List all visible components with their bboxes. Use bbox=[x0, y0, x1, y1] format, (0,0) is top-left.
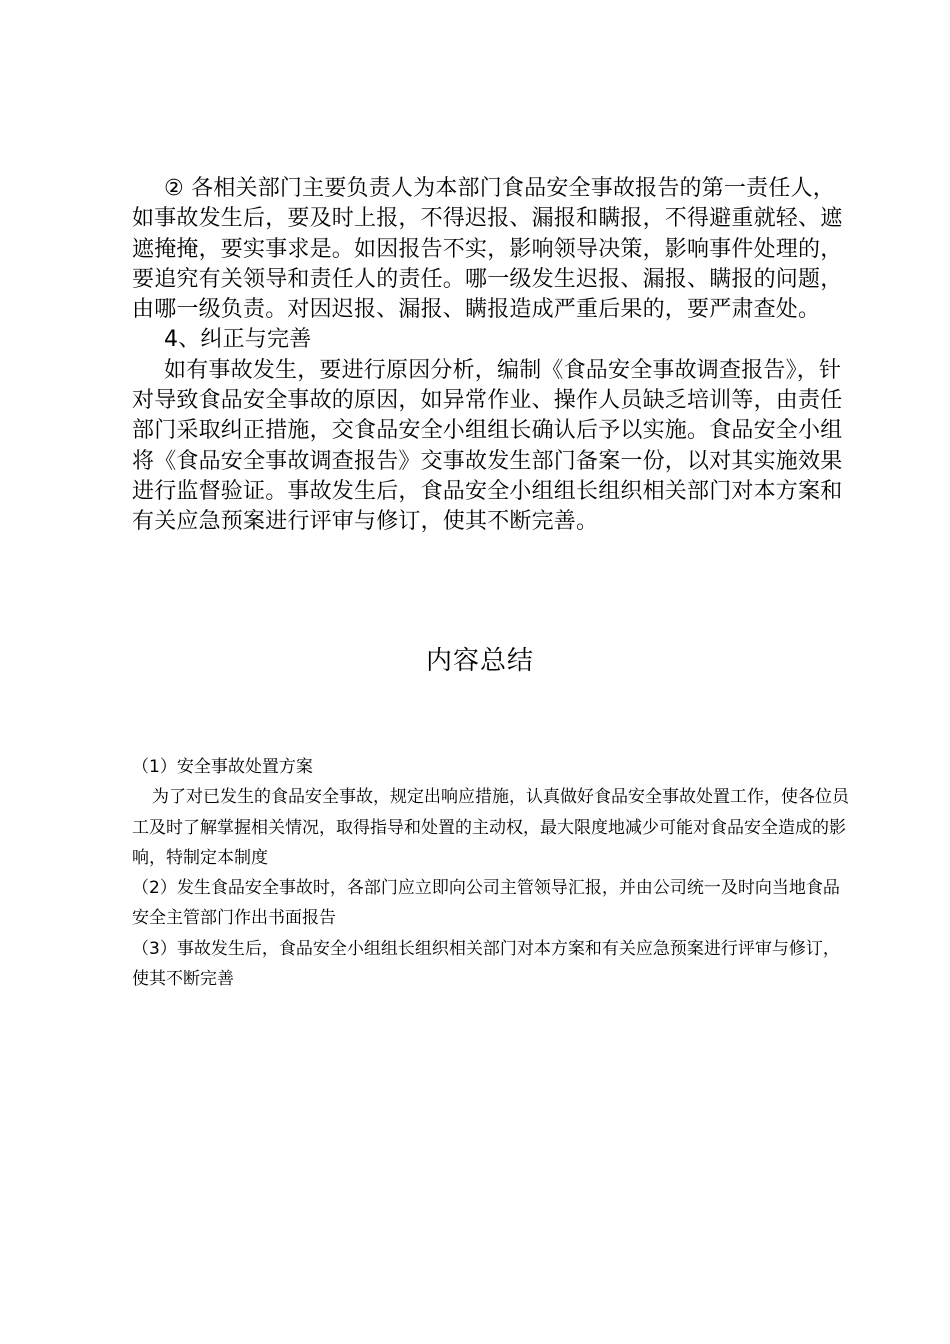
paragraph-reporting-responsibility: ② 各相关部门主要负责人为本部门食品安全事故报告的第一责任人，如事故发生后，要及时上报，不得迟报、漏报和瞒报，不得避重就轻、遮遮掩掩，要实事求是。如因报告不实，影响领导决策，影响事件处理的，要追究有关领导和责任人的责任。哪一级发生迟报、漏报、瞒报的问题，由哪一级负责。对因迟报、漏报、瞒报造成严重后果的，要严肃查处。 bbox=[132, 176, 843, 323]
summary-item-1-detail: 为了对已发生的食品安全事故，规定出响应措施，认真做好食品安全事故处置工作，使各位员工及时了解掌握相关情况，取得指导和处置的主动权，最大限度地减少可能对食品安全造成的影响，特制定本制度 bbox=[132, 787, 849, 868]
paragraph-correction: 如有事故发生，要进行原因分析，编制《食品安全事故调查报告》，针对导致食品安全事故的原因，如异常作业、操作人员缺乏培训等，由责任部门采取纠正措施，交食品安全小组组长确认后予以实施。食品安全小组将《食品安全事故调查报告》交事故发生部门备案一份，以对其实施效果进行监督验证。事故发生后，食品安全小组组长组织相关部门对本方案和有关应急预案进行评审与修订，使其不断完善。 bbox=[132, 357, 843, 535]
summary-title: 内容总结 bbox=[425, 646, 534, 676]
summary-list bbox=[132, 752, 852, 994]
section-heading-correction: 4、纠正与完善 bbox=[164, 327, 312, 353]
summary-item-1: （1）安全事故处置方案 bbox=[132, 757, 313, 777]
summary-item-3: （3）事故发生后，食品安全小组组长组织相关部门对本方案和有关应急预案进行评审与修订，使其不断完善 bbox=[132, 938, 840, 990]
summary-item-2: （2）发生食品安全事故时，各部门应立即向公司主管领导汇报，并由公司统一及时向当地食品安全主管部门作出书面报告 bbox=[132, 878, 840, 929]
body-text bbox=[132, 174, 852, 538]
